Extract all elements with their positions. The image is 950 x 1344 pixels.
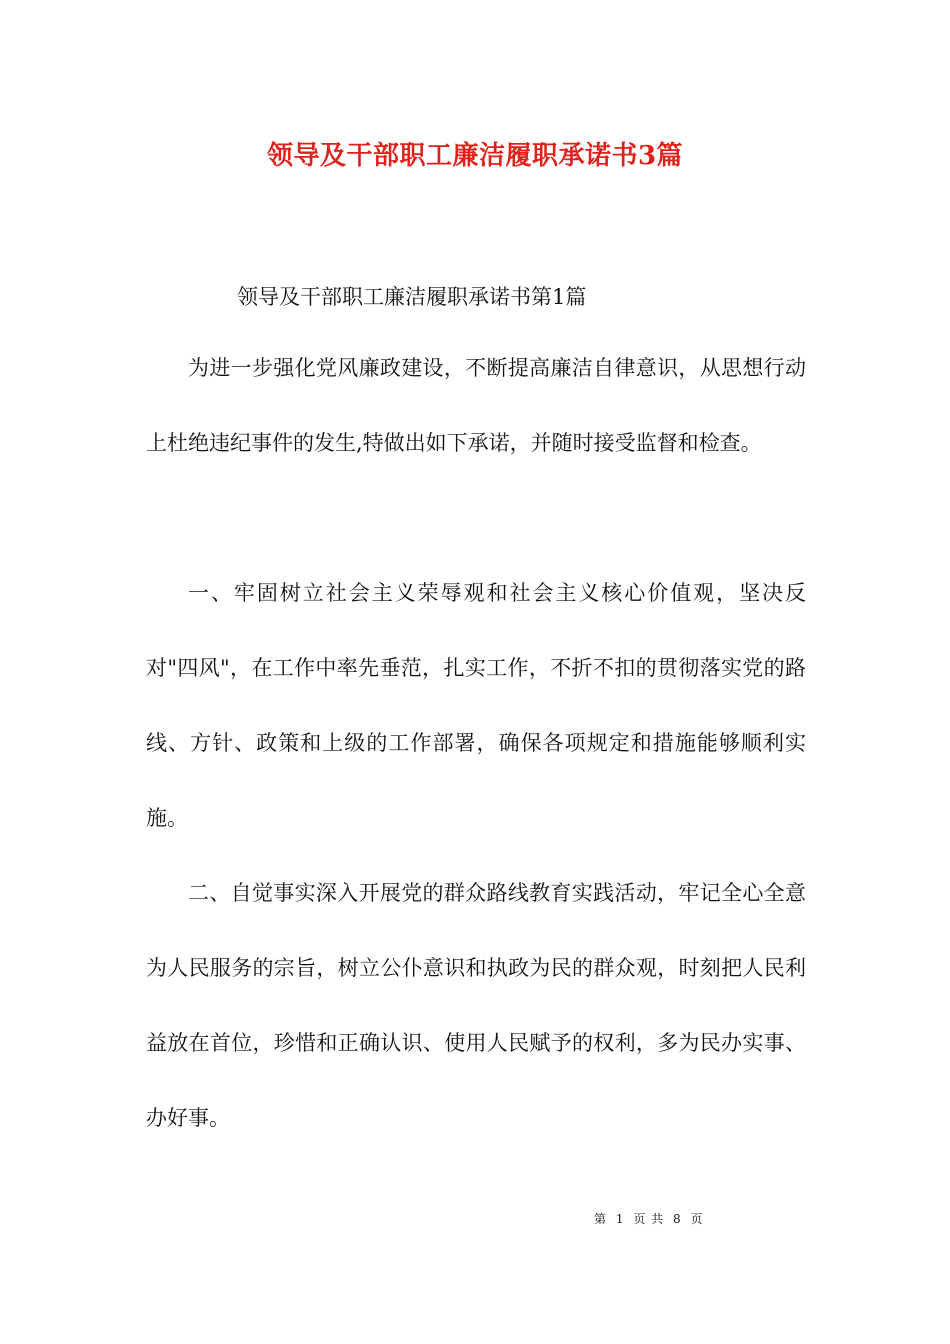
paragraph-item-1: 一、牢固树立社会主义荣辱观和社会主义核心价值观，坚决反对"四风"，在工作中率先垂范，扎实工作，不折不扣的贯彻落实党的路线、方针、政策和上级的工作部署，确保各项规定和措施能够顺利实施。 — [146, 581, 806, 830]
paragraph-intro: 为进一步强化党风廉政建设，不断提高廉洁自律意识，从思想行动上杜绝违纪事件的发生,特做出如下承诺，并随时接受监督和检查。 — [146, 356, 806, 455]
page-footer — [594, 1210, 707, 1227]
footer-mid: 页 共 — [633, 1212, 665, 1226]
footer-suffix: 页 — [690, 1212, 704, 1226]
section-title: 领导及干部职工廉洁履职承诺书第1篇 — [237, 285, 587, 309]
document-title: 领导及干部职工廉洁履职承诺书3篇 — [266, 141, 684, 171]
paragraph-item-2: 二、自觉事实深入开展党的群众路线教育实践活动，牢记全心全意为人民服务的宗旨，树立公仆意识和执政为民的群众观，时刻把人民利益放在首位，珍惜和正确认识、使用人民赋予的权利，多为民办实事、办好事。 — [146, 881, 806, 1130]
footer-current-page: 1 — [615, 1212, 625, 1226]
footer-prefix: 第 — [594, 1212, 608, 1226]
footer-total-pages: 8 — [672, 1212, 682, 1226]
